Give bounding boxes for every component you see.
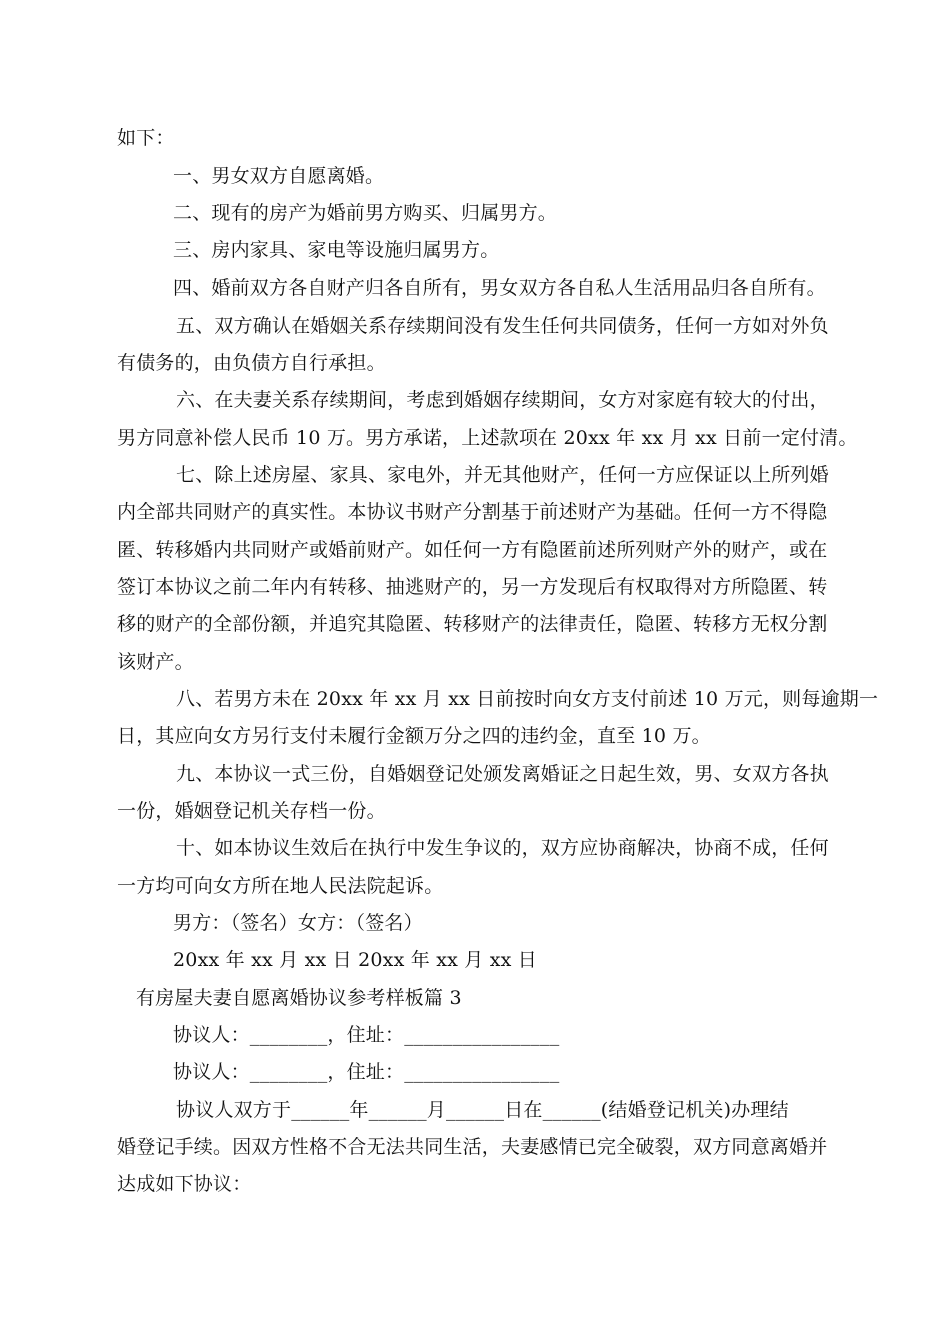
clause-7-line-2: 内全部共同财产的真实性。本协议书财产分割基于前述财产为基础。任何一方不得隐	[117, 501, 828, 523]
clause-3: 三、房内家具、家电等设施归属男方。	[173, 239, 500, 261]
clause-10-line-2: 一方均可向女方所在地人民法院起诉。	[117, 875, 444, 897]
clause-8-line-1: 八、若男方未在 20xx 年 xx 月 xx 日前按时向女方支付前述 10 万元，则每逾期一	[176, 688, 879, 710]
clause-9-line-1: 九、本协议一式三份，自婚姻登记处颁发离婚证之日起生效，男、女双方各执	[176, 763, 829, 785]
clause-7-line-1: 七、除上述房屋、家具、家电外，并无其他财产，任何一方应保证以上所列婚	[176, 464, 829, 486]
clause-1: 一、男女双方自愿离婚。	[173, 165, 385, 187]
clause-10-line-1: 十、如本协议生效后在执行中发生争议的，双方应协商解决，协商不成，任何	[176, 837, 829, 859]
signature-line: 男方：（签名）女方：（签名）	[173, 912, 423, 934]
clause-5-line-1: 五、双方确认在婚姻关系存续期间没有发生任何共同债务，任何一方如对外负	[176, 315, 829, 337]
clause-7-line-6: 该财产。	[117, 651, 194, 673]
clause-2: 二、现有的房产为婚前男方购买、归属男方。	[173, 202, 558, 224]
clause-9-line-2: 一份，婚姻登记机关存档一份。	[117, 800, 386, 822]
text-line-intro: 如下：	[117, 127, 175, 149]
clause-8-line-2: 日，其应向女方另行支付未履行金额万分之四的违约金，直至 10 万。	[117, 725, 711, 747]
section-title: 有房屋夫妻自愿离婚协议参考样板篇 3	[136, 987, 462, 1009]
clause-5-line-2: 有债务的，由负债方自行承担。	[117, 352, 386, 374]
clause-6-line-2: 男方同意补偿人民币 10 万。男方承诺，上述款项在 20xx 年 xx 月 xx 日前一定付清。	[117, 427, 858, 449]
clause-4: 四、婚前双方各自财产归各自所有，男女双方各自私人生活用品归各自所有。	[173, 277, 826, 299]
clause-6-line-1: 六、在夫妻关系存续期间，考虑到婚姻存续期间，女方对家庭有较大的付出，	[176, 389, 829, 411]
agreement-intro-line-2: 婚登记手续。因双方性格不合无法共同生活，夫妻感情已完全破裂，双方同意离婚并	[117, 1136, 828, 1158]
clause-7-line-5: 移的财产的全部份额，并追究其隐匿、转移财产的法律责任，隐匿、转移方无权分割	[117, 613, 828, 635]
clause-7-line-3: 匿、转移婚内共同财产或婚前财产。如任何一方有隐匿前述所列财产外的财产，或在	[117, 539, 828, 561]
date-line: 20xx 年 xx 月 xx 日 20xx 年 xx 月 xx 日	[173, 949, 537, 971]
party-line-1: 协议人：________，住址：________________	[173, 1024, 560, 1046]
clause-7-line-4: 签订本协议之前二年内有转移、抽逃财产的，另一方发现后有权取得对方所隐匿、转	[117, 576, 828, 598]
agreement-intro-line-3: 达成如下协议：	[117, 1173, 252, 1195]
party-line-2: 协议人：________，住址：________________	[173, 1061, 560, 1083]
agreement-intro-line-1: 协议人双方于______年______月______日在______(结婚登记机关)办理结	[176, 1099, 789, 1121]
